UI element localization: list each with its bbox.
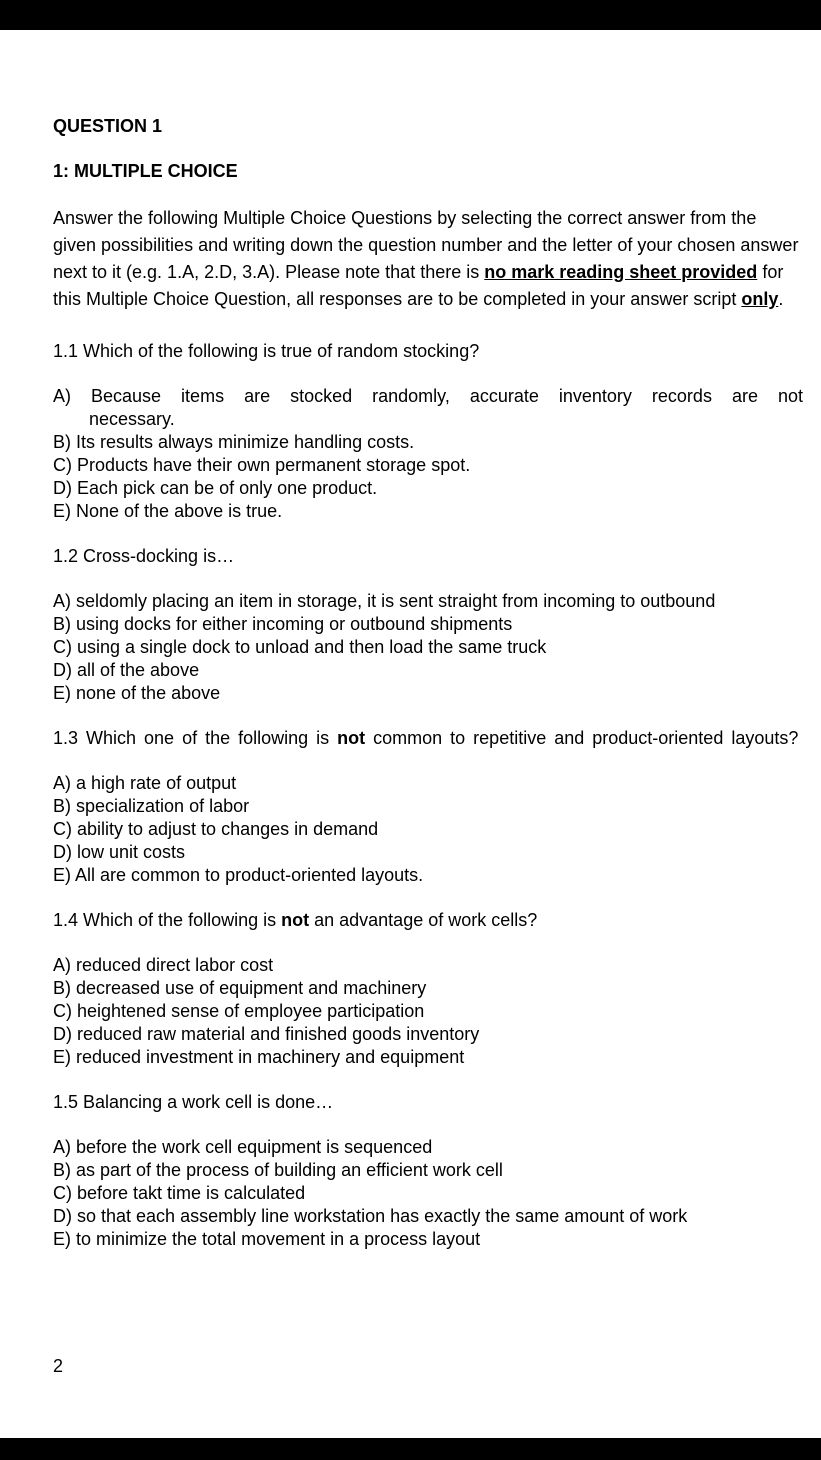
instructions-text: Answer the following Multiple Choice Questions by selecting the correct answer from the given possibilities and writing down the question number and the letter of your chosen answer next to it (e.g. 1.A, 2.D, 3.A). Please note that there is [53,208,799,282]
question-stem-text: common to repetitive and product-oriented layouts? [365,728,799,748]
option-c: C) heightened sense of employee participation [53,1001,425,1021]
option-e: E) to minimize the total movement in a process layout [53,1229,481,1249]
question-1-1 [53,340,803,523]
instructions-text: for this Multiple Choice Question, all responses are to be completed in your answer script [53,262,784,309]
option-e: E) None of the above is true. [53,501,283,521]
option-a: A) seldomly placing an item in storage, it is sent straight from incoming to outbound [53,591,716,611]
question-stem: 1.5 Balancing a work cell is done… [53,1092,334,1112]
question-stem-text: 1.3 Which one of the following is [53,728,338,748]
option-e: E) none of the above [53,683,221,703]
option-b: B) Its results always minimize handling costs. [53,432,415,452]
question-stem [53,909,803,932]
option-c: C) using a single dock to unload and then load the same truck [53,637,547,657]
section-heading: 1: MULTIPLE CHOICE [53,161,238,181]
instructions-paragraph [53,205,803,313]
option-e: E) reduced investment in machinery and equipment [53,1047,465,1067]
instructions-emphasis: only [741,289,779,309]
option-b: B) using docks for either incoming or outbound shipments [53,614,513,634]
options-list [53,590,803,705]
option-c: C) before takt time is calculated [53,1183,306,1203]
instructions-emphasis: no mark reading sheet provided [484,262,758,282]
bottom-black-bar [0,1438,821,1460]
options-list [53,385,803,523]
option-b: B) as part of the process of building an efficient work cell [53,1160,503,1180]
question-stem-bold: not [281,910,310,930]
option-e: E) All are common to product-oriented layouts. [53,865,424,885]
question-stem-bold: not [337,728,366,748]
top-black-bar [0,0,821,30]
document-page [53,112,803,1251]
option-a: A) before the work cell equipment is sequenced [53,1137,433,1157]
option-a: A) reduced direct labor cost [53,955,274,975]
option-a: A) Because items are stocked randomly, accurate inventory records are not necessary. [53,386,803,429]
question-stem-text: an advantage of work cells? [309,910,538,930]
page-number: 2 [53,1356,64,1376]
option-d: D) Each pick can be of only one product. [53,478,378,498]
option-c: C) ability to adjust to changes in demand [53,819,379,839]
option-a: A) a high rate of output [53,773,237,793]
question-stem-text: 1.4 Which of the following is [53,910,282,930]
option-d: D) all of the above [53,660,200,680]
question-heading: QUESTION 1 [53,116,163,136]
option-d: D) reduced raw material and finished goods inventory [53,1024,480,1044]
question-stem: 1.2 Cross-docking is… [53,546,235,566]
question-1-2 [53,545,803,705]
question-1-5 [53,1091,803,1251]
option-b: B) decreased use of equipment and machinery [53,978,427,998]
options-list [53,772,803,887]
options-list [53,1136,803,1251]
options-list [53,954,803,1069]
option-d: D) low unit costs [53,842,186,862]
option-d: D) so that each assembly line workstation has exactly the same amount of work [53,1206,688,1226]
option-c: C) Products have their own permanent storage spot. [53,455,471,475]
instructions-text: . [778,289,784,309]
option-b: B) specialization of labor [53,796,250,816]
question-stem [53,727,803,750]
question-1-4 [53,909,803,1069]
question-stem: 1.1 Which of the following is true of random stocking? [53,341,480,361]
question-1-3 [53,727,803,887]
